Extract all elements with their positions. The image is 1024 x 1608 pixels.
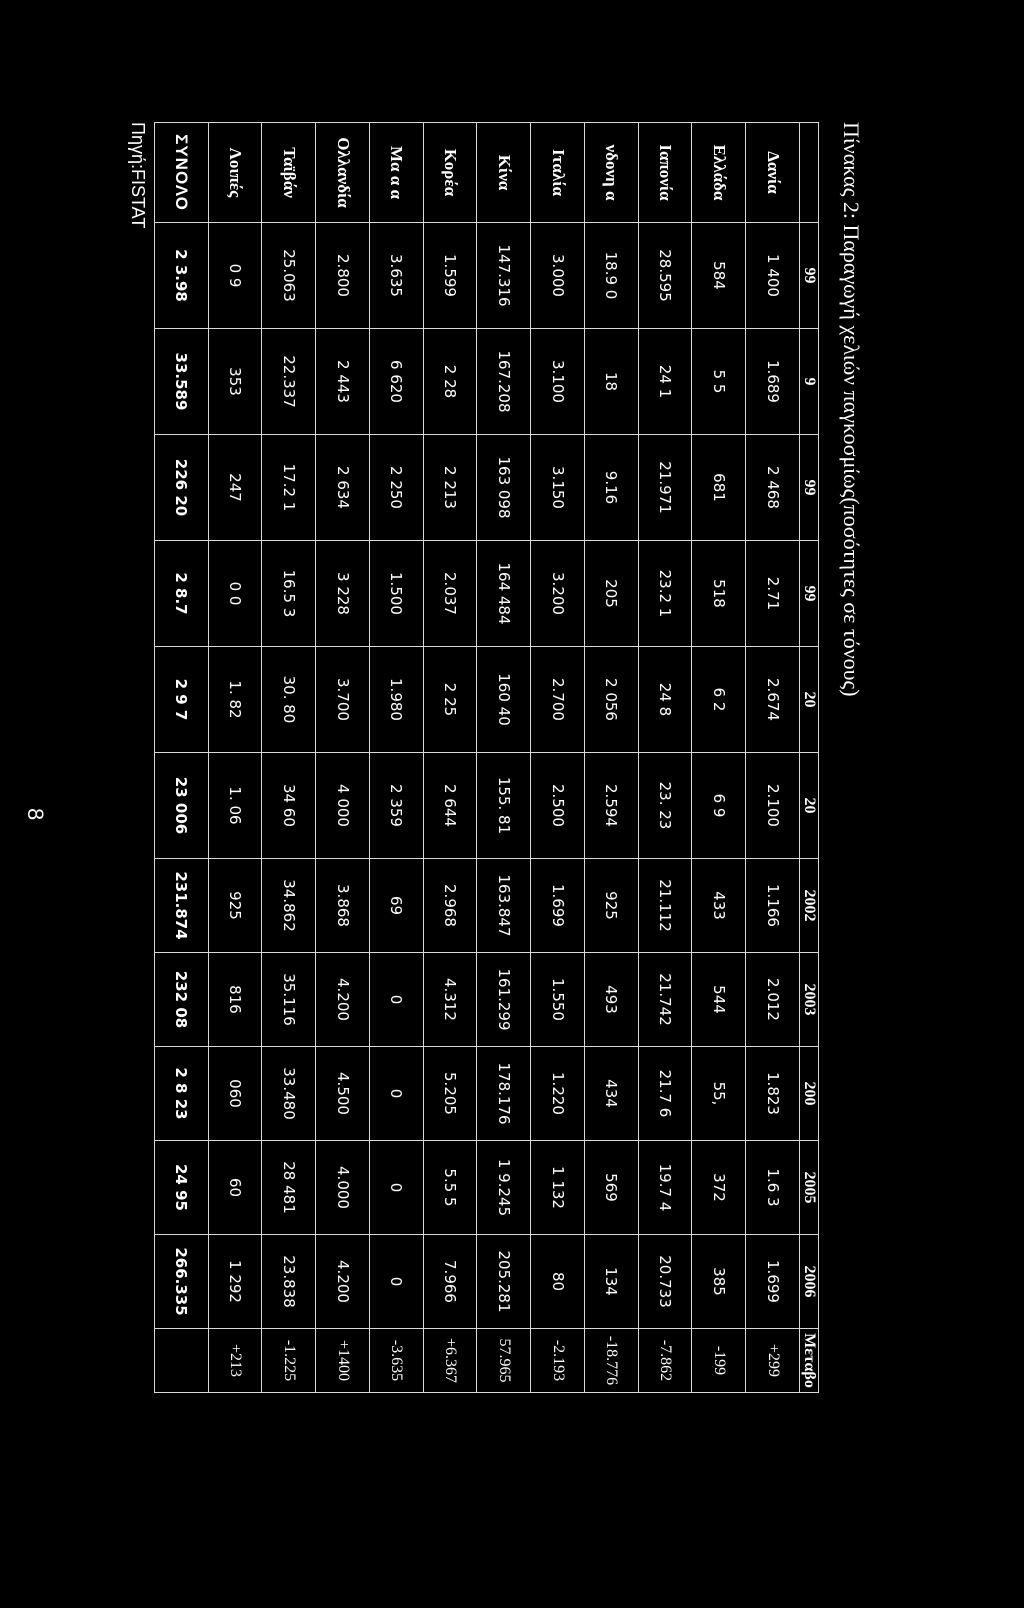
change-cell: -18.776 <box>585 1329 639 1393</box>
table-cell: 4.200 <box>316 1235 370 1329</box>
change-cell: -2.193 <box>531 1329 585 1393</box>
table-cell: 164 484 <box>477 541 531 647</box>
table-cell: 2.594 <box>585 753 639 859</box>
table-cell: 385 <box>692 1235 746 1329</box>
table-cell: 3.150 <box>531 435 585 541</box>
table-caption <box>838 122 864 697</box>
table-cell: 205.281 <box>477 1235 531 1329</box>
table-cell: 1.699 <box>746 1235 800 1329</box>
table-cell: 434 <box>585 1047 639 1141</box>
table-row <box>208 123 262 1393</box>
caption-lead: Πίνακας 2: <box>839 122 864 220</box>
table-cell: 1.6 3 <box>746 1141 800 1235</box>
table-cell: 1 9.245 <box>477 1141 531 1235</box>
table-cell: 5.205 <box>423 1047 477 1141</box>
table-cell: 2.012 <box>746 953 800 1047</box>
table-cell: 1 292 <box>208 1235 262 1329</box>
table-cell: 21.112 <box>638 859 692 953</box>
table-cell: 155. 81 <box>477 753 531 859</box>
row-label: Δανία <box>746 123 800 223</box>
table-header-row <box>800 123 819 1393</box>
header-year: 2006 <box>800 1235 819 1329</box>
table-cell: 681 <box>692 435 746 541</box>
table-cell: 23. 23 <box>638 753 692 859</box>
header-year: 99 <box>800 541 819 647</box>
table-cell: 2.674 <box>746 647 800 753</box>
header-year: 9 <box>800 329 819 435</box>
change-cell: +213 <box>208 1329 262 1393</box>
table-cell: 1.220 <box>531 1047 585 1141</box>
table-row <box>585 123 639 1393</box>
row-label: Ιταλία <box>531 123 585 223</box>
table-cell: 518 <box>692 541 746 647</box>
table-cell: 493 <box>585 953 639 1047</box>
header-year: 20 <box>800 753 819 859</box>
table-cell: 163 098 <box>477 435 531 541</box>
header-year: 99 <box>800 435 819 541</box>
table-cell: 167.208 <box>477 329 531 435</box>
table-cell: 23 006 <box>155 753 209 859</box>
row-label: Ιαπονία <box>638 123 692 223</box>
header-year: 20 <box>800 647 819 753</box>
row-label: Ταϊβάν <box>262 123 316 223</box>
table-cell: 2 9 7 <box>155 647 209 753</box>
header-year: 2005 <box>800 1141 819 1235</box>
table-cell: 4.500 <box>316 1047 370 1141</box>
table-cell: 34.862 <box>262 859 316 953</box>
table-cell: 18 <box>585 329 639 435</box>
table-cell: 2.037 <box>423 541 477 647</box>
table-cell: 24 8 <box>638 647 692 753</box>
table-cell: 2.100 <box>746 753 800 859</box>
table-cell: 4.312 <box>423 953 477 1047</box>
table-cell: 433 <box>692 859 746 953</box>
table-cell: 1. 82 <box>208 647 262 753</box>
table-cell: 161.299 <box>477 953 531 1047</box>
change-cell: 57.965 <box>477 1329 531 1393</box>
table-cell: 25.063 <box>262 223 316 329</box>
table-cell: 3.635 <box>370 223 424 329</box>
table-cell: 2 28 <box>423 329 477 435</box>
table-cell: 1.980 <box>370 647 424 753</box>
table-cell: 4.200 <box>316 953 370 1047</box>
table-cell: 4.000 <box>316 1141 370 1235</box>
table-row <box>746 123 800 1393</box>
table-cell: 18.9 0 <box>585 223 639 329</box>
table-cell: 232 08 <box>155 953 209 1047</box>
table-cell: 2 250 <box>370 435 424 541</box>
table-cell: 2.700 <box>531 647 585 753</box>
row-label: Ελλάδα <box>692 123 746 223</box>
header-year: 99 <box>800 223 819 329</box>
table-cell: 21.7 6 <box>638 1047 692 1141</box>
table-cell: 24 1 <box>638 329 692 435</box>
table-cell: 3.100 <box>531 329 585 435</box>
table-cell: 1 400 <box>746 223 800 329</box>
table-cell: 247 <box>208 435 262 541</box>
table-cell: 226 20 <box>155 435 209 541</box>
change-cell: -7.862 <box>638 1329 692 1393</box>
table-cell: 24 95 <box>155 1141 209 1235</box>
table-row <box>423 123 477 1393</box>
change-cell: -199 <box>692 1329 746 1393</box>
table-cell: 0 9 <box>208 223 262 329</box>
table-cell: 9.16 <box>585 435 639 541</box>
table-cell: 353 <box>208 329 262 435</box>
change-cell: -3.635 <box>370 1329 424 1393</box>
table-cell: 2 468 <box>746 435 800 541</box>
row-label: ΣΥΝΟΛΟ <box>155 123 209 223</box>
table-cell: 1.699 <box>531 859 585 953</box>
change-cell: -1.225 <box>262 1329 316 1393</box>
table-cell: 19.7 4 <box>638 1141 692 1235</box>
table-cell: 1.823 <box>746 1047 800 1141</box>
header-corner <box>800 123 819 223</box>
table-cell: 2.71 <box>746 541 800 647</box>
table-cell: 0 <box>370 953 424 1047</box>
table-cell: 22.337 <box>262 329 316 435</box>
table-cell: 3.000 <box>531 223 585 329</box>
table-cell: 17.2 1 <box>262 435 316 541</box>
table-cell: 0 <box>370 1235 424 1329</box>
table-cell: 1.689 <box>746 329 800 435</box>
table-cell: 1.599 <box>423 223 477 329</box>
table-cell: 060 <box>208 1047 262 1141</box>
table-cell: 60 <box>208 1141 262 1235</box>
change-cell: +299 <box>746 1329 800 1393</box>
table-cell: 23.2 1 <box>638 541 692 647</box>
table-cell: 4 000 <box>316 753 370 859</box>
table-cell: 2 8 23 <box>155 1047 209 1141</box>
table-cell: 6 9 <box>692 753 746 859</box>
table-cell: 55, <box>692 1047 746 1141</box>
table-cell: 569 <box>585 1141 639 1235</box>
table-row <box>370 123 424 1393</box>
table-cell: 3 228 <box>316 541 370 647</box>
table-cell: 80 <box>531 1235 585 1329</box>
table-cell: 925 <box>208 859 262 953</box>
table-cell: 21.742 <box>638 953 692 1047</box>
table-body <box>155 123 800 1393</box>
table-cell: 816 <box>208 953 262 1047</box>
table-row <box>692 123 746 1393</box>
table-cell: 925 <box>585 859 639 953</box>
table-cell: 0 <box>370 1047 424 1141</box>
table-cell: 7.966 <box>423 1235 477 1329</box>
table-cell: 178.176 <box>477 1047 531 1141</box>
table-row <box>638 123 692 1393</box>
table-cell: 2 644 <box>423 753 477 859</box>
table-cell: 2.968 <box>423 859 477 953</box>
table-cell: 163.847 <box>477 859 531 953</box>
table-cell: 21.971 <box>638 435 692 541</box>
table-cell: 2 443 <box>316 329 370 435</box>
table-cell: 2.500 <box>531 753 585 859</box>
row-label: Ολλανδία <box>316 123 370 223</box>
table-row <box>262 123 316 1393</box>
table-total-row <box>155 123 209 1393</box>
table-cell: 1 132 <box>531 1141 585 1235</box>
table-cell: 5.5 5 <box>423 1141 477 1235</box>
table-cell: 3.868 <box>316 859 370 953</box>
table-cell: 2 634 <box>316 435 370 541</box>
row-label: Μα α α <box>370 123 424 223</box>
table-cell: 584 <box>692 223 746 329</box>
header-year: 2002 <box>800 859 819 953</box>
header-year: 2003 <box>800 953 819 1047</box>
change-cell: +6.367 <box>423 1329 477 1393</box>
table-cell: 16.5 3 <box>262 541 316 647</box>
page-number: 8 <box>23 808 48 821</box>
row-label: νδονη α <box>585 123 639 223</box>
row-label: Κίνα <box>477 123 531 223</box>
table-cell: 1. 06 <box>208 753 262 859</box>
table-cell: 231.874 <box>155 859 209 953</box>
table-cell: 205 <box>585 541 639 647</box>
table-cell: 28 481 <box>262 1141 316 1235</box>
source-note: Πηγή:FISTAT <box>128 122 148 229</box>
header-year: 200 <box>800 1047 819 1141</box>
table-cell: 1.500 <box>370 541 424 647</box>
change-cell <box>155 1329 209 1393</box>
table-cell: 134 <box>585 1235 639 1329</box>
table-cell: 0 0 <box>208 541 262 647</box>
table-cell: 266.335 <box>155 1235 209 1329</box>
table-cell: 2.800 <box>316 223 370 329</box>
caption-text: Παραγωγή χελιών παγκοσμίως(ποσότητες σε τόνους) <box>839 219 864 697</box>
table-cell: 33.589 <box>155 329 209 435</box>
table-cell: 0 <box>370 1141 424 1235</box>
table-cell: 5 5 <box>692 329 746 435</box>
table-cell: 160 40 <box>477 647 531 753</box>
table-cell: 1.550 <box>531 953 585 1047</box>
table-cell: 69 <box>370 859 424 953</box>
table-cell: 6 2 <box>692 647 746 753</box>
table-cell: 2 8.7 <box>155 541 209 647</box>
table-cell: 34 60 <box>262 753 316 859</box>
table-row <box>316 123 370 1393</box>
row-label: Λοιπές <box>208 123 262 223</box>
row-label: Κορέα <box>423 123 477 223</box>
table-cell: 147.316 <box>477 223 531 329</box>
header-change: Μεταβο <box>800 1329 819 1393</box>
table-cell: 3.700 <box>316 647 370 753</box>
table-row <box>477 123 531 1393</box>
table-cell: 2 056 <box>585 647 639 753</box>
table-cell: 2 359 <box>370 753 424 859</box>
table-cell: 23.838 <box>262 1235 316 1329</box>
change-cell: +1400 <box>316 1329 370 1393</box>
table-cell: 20.733 <box>638 1235 692 1329</box>
table-cell: 2 3.98 <box>155 223 209 329</box>
table-cell: 33.480 <box>262 1047 316 1141</box>
production-table <box>154 122 819 1393</box>
table-cell: 372 <box>692 1141 746 1235</box>
table-cell: 1.166 <box>746 859 800 953</box>
table-cell: 30. 80 <box>262 647 316 753</box>
table-cell: 28.595 <box>638 223 692 329</box>
table-cell: 2 25 <box>423 647 477 753</box>
table-cell: 3.200 <box>531 541 585 647</box>
table-cell: 2 213 <box>423 435 477 541</box>
table-row <box>531 123 585 1393</box>
table-cell: 35.116 <box>262 953 316 1047</box>
table-cell: 544 <box>692 953 746 1047</box>
table-cell: 6 620 <box>370 329 424 435</box>
